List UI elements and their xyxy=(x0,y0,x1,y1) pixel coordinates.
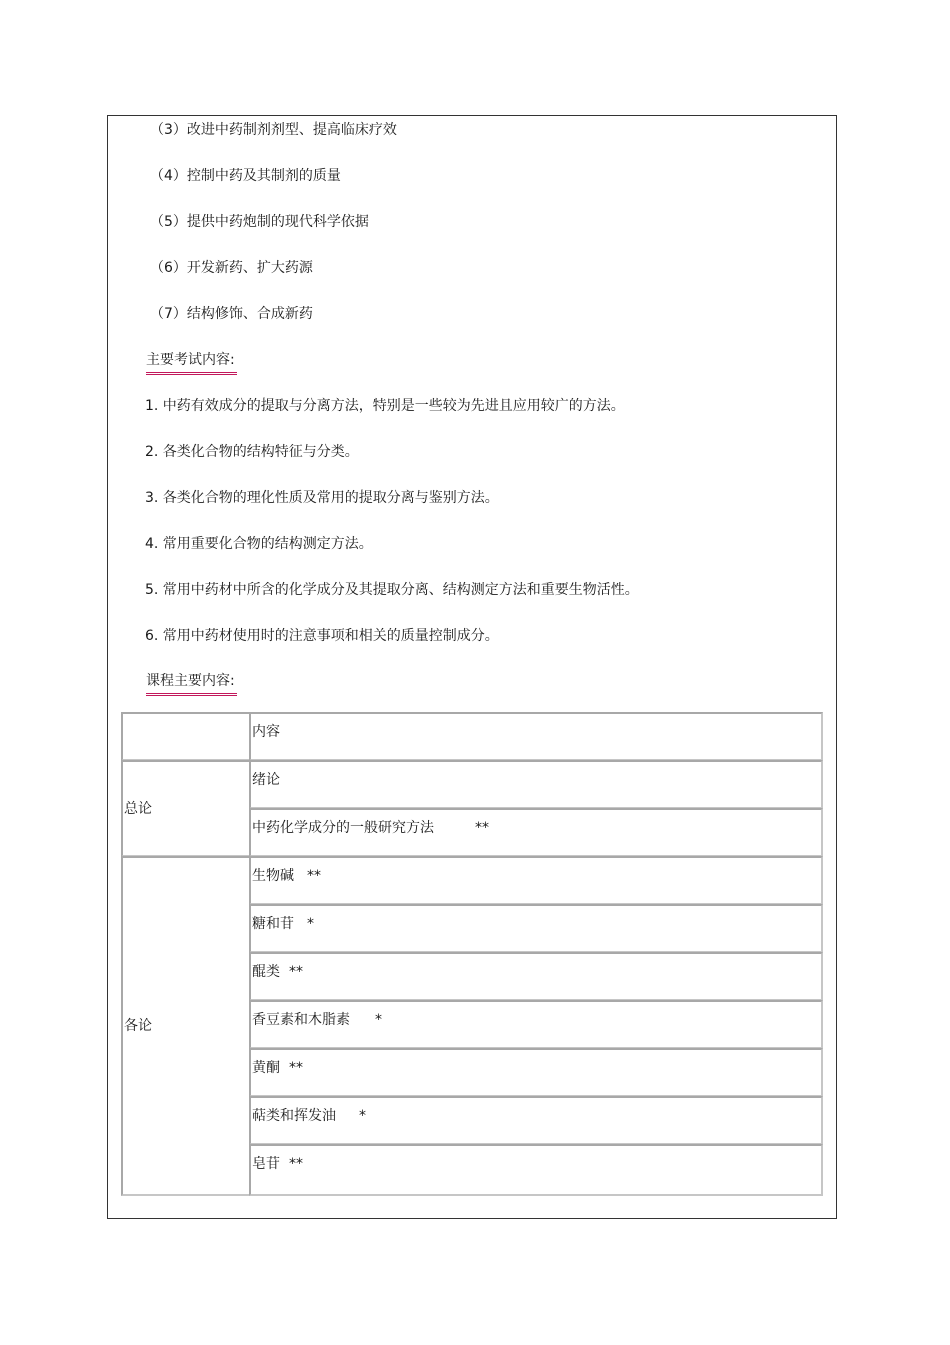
importance-stars: * xyxy=(359,1108,366,1124)
group-label: 总论 xyxy=(124,800,152,817)
table-row xyxy=(249,856,823,905)
purpose-item: （6）开发新药、扩大药源 xyxy=(150,260,313,276)
exam-item: 6. 常用中药材使用时的注意事项和相关的质量控制成分。 xyxy=(145,628,499,644)
table-row xyxy=(249,1048,823,1097)
table-header-left xyxy=(121,712,251,761)
course-heading xyxy=(146,672,235,690)
importance-stars: * xyxy=(375,1012,382,1028)
group-label: 各论 xyxy=(124,1018,152,1034)
exam-item: 3. 各类化合物的理化性质及常用的提取分离与鉴别方法。 xyxy=(145,490,499,506)
purpose-item: （4）控制中药及其制剂的质量 xyxy=(150,168,341,184)
exam-heading-text: 主要考试内容: xyxy=(146,352,235,368)
purpose-item: （7）结构修饰、合成新药 xyxy=(150,306,313,322)
purpose-item: （5）提供中药炮制的现代科学依据 xyxy=(150,214,369,230)
exam-heading xyxy=(146,351,235,369)
topic-label: 生物碱 xyxy=(252,868,294,884)
table-row xyxy=(249,952,823,1001)
course-heading-text: 课程主要内容: xyxy=(146,673,235,689)
table-header-content-label: 内容 xyxy=(252,724,280,740)
exam-item: 1. 中药有效成分的提取与分离方法，特别是一些较为先进且应用较广的方法。 xyxy=(145,398,625,414)
importance-stars: ** xyxy=(289,964,303,980)
topic-label: 香豆素和木脂素 xyxy=(252,1012,350,1028)
heading-underline xyxy=(146,693,237,696)
topic-label: 黄酮 xyxy=(252,1060,280,1076)
course-content-table xyxy=(121,712,823,1196)
topic-label: 萜类和挥发油 xyxy=(252,1108,336,1124)
table-row xyxy=(249,808,823,857)
exam-item: 5. 常用中药材中所含的化学成分及其提取分离、结构测定方法和重要生物活性。 xyxy=(145,582,639,598)
table-row xyxy=(249,760,823,809)
table-row xyxy=(249,1096,823,1145)
purpose-item: （3）改进中药制剂剂型、提高临床疗效 xyxy=(150,122,397,138)
importance-stars: ** xyxy=(307,868,321,884)
heading-underline xyxy=(146,372,237,375)
topic-label: 中药化学成分的一般研究方法 xyxy=(252,820,434,836)
table-row xyxy=(249,1000,823,1049)
table-row xyxy=(249,904,823,953)
table-row xyxy=(249,1144,823,1196)
exam-item: 2. 各类化合物的结构特征与分类。 xyxy=(145,444,359,460)
table-group-general xyxy=(121,760,251,857)
importance-stars: * xyxy=(307,916,314,932)
importance-stars: ** xyxy=(475,820,489,836)
topic-label: 糖和苷 xyxy=(252,916,294,932)
topic-label: 皂苷 xyxy=(252,1156,280,1172)
table-header-content xyxy=(249,712,823,761)
importance-stars: ** xyxy=(289,1060,303,1076)
importance-stars: ** xyxy=(289,1156,303,1172)
table-group-specific xyxy=(121,856,251,1196)
topic-label: 醌类 xyxy=(252,964,280,980)
topic-label: 绪论 xyxy=(252,772,280,788)
exam-item: 4. 常用重要化合物的结构测定方法。 xyxy=(145,536,373,552)
